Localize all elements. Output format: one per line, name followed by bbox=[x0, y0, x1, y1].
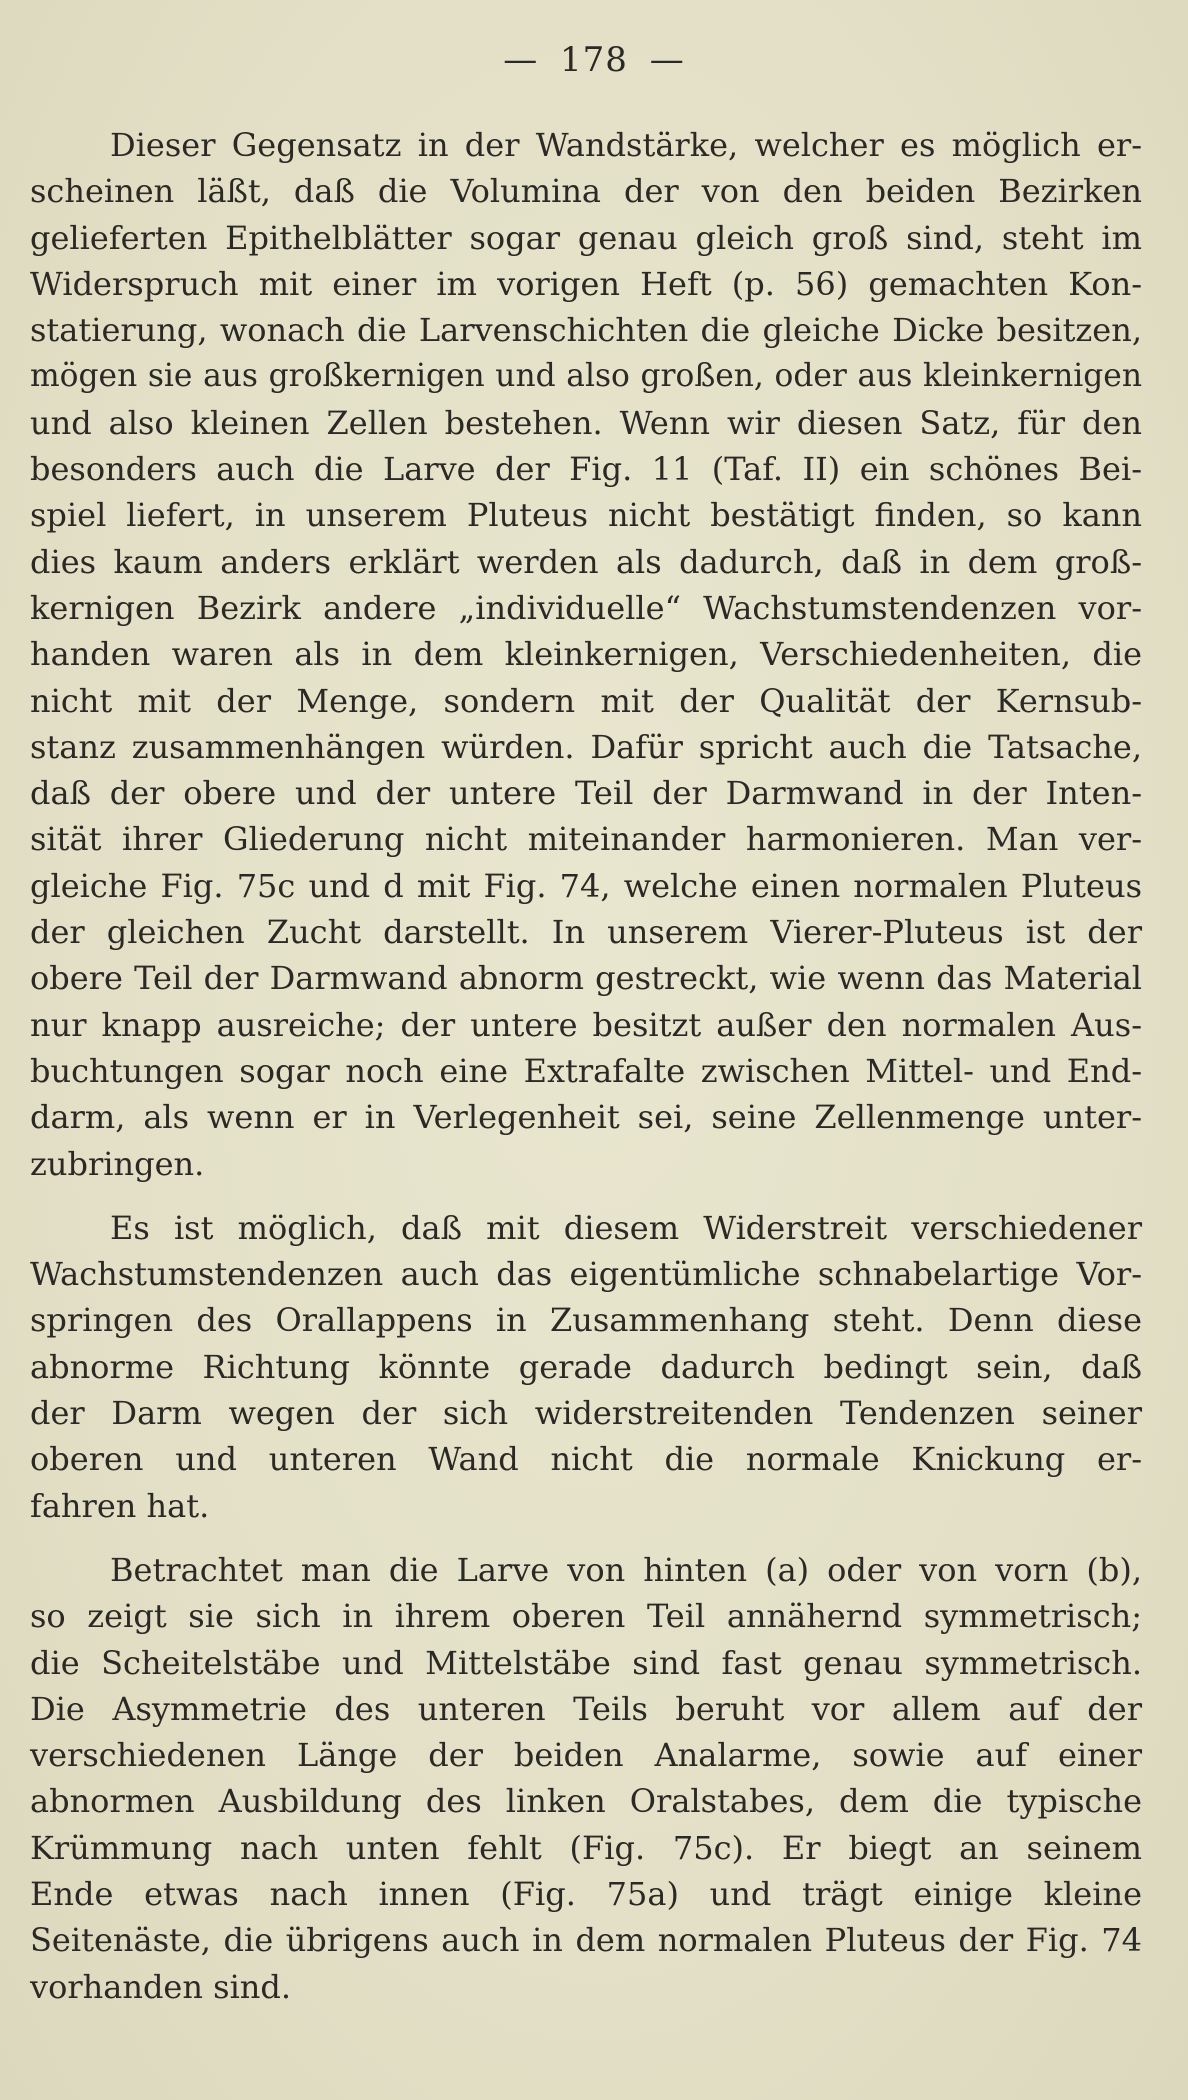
text-line: nicht mit der Menge, sondern mit der Qualität der Kernsub- bbox=[30, 681, 1142, 720]
body-text bbox=[30, 122, 1142, 2010]
text-line: springen des Orallappens in Zusammenhang steht. Denn diese bbox=[30, 1301, 1142, 1340]
text-line: obere Teil der Darmwand abnorm gestreckt, wie wenn das Material bbox=[30, 959, 1142, 998]
text-line: handen waren als in dem kleinkernigen, Verschiedenheiten, die bbox=[30, 635, 1142, 674]
paragraph-gap bbox=[30, 1529, 1142, 1547]
text-line: nur knapp ausreiche; der untere besitzt außer den normalen Aus- bbox=[30, 1005, 1142, 1044]
paragraph-1 bbox=[30, 122, 1142, 1187]
text-line: vorhanden sind. bbox=[30, 1967, 292, 2006]
text-line: verschiedenen Länge der beiden Analarme, sowie auf einer bbox=[30, 1736, 1142, 1775]
text-line: abnorme Richtung könnte gerade dadurch bedingt sein, daß bbox=[30, 1347, 1142, 1386]
text-line: dies kaum anders erklärt werden als dadurch, daß in dem groß- bbox=[30, 542, 1142, 581]
text-line: Dieser Gegensatz in der Wandstärke, welcher es möglich er- bbox=[110, 126, 1142, 164]
text-line: statierung, wonach die Larvenschichten die gleiche Dicke besitzen, bbox=[30, 311, 1142, 350]
text-line: Wachstumstendenzen auch das eigentümliche schnabelartige Vor- bbox=[30, 1255, 1142, 1294]
text-line: Widerspruch mit einer im vorigen Heft (p. 56) gemachten Kon- bbox=[30, 264, 1142, 303]
text-line: Betrachtet man die Larve von hinten (a) oder von vorn (b), bbox=[110, 1550, 1142, 1589]
text-line: gelieferten Epithelblätter sogar genau gleich groß sind, steht im bbox=[30, 218, 1142, 257]
text-line: Ende etwas nach innen (Fig. 75a) und trägt einige kleine bbox=[30, 1874, 1142, 1913]
text-line: Krümmung nach unten fehlt (Fig. 75c). Er biegt an seinem bbox=[30, 1828, 1142, 1867]
text-line: so zeigt sie sich in ihrem oberen Teil annähernd symmetrisch; bbox=[30, 1597, 1142, 1636]
text-line: oberen und unteren Wand nicht die normale Knickung er- bbox=[30, 1440, 1142, 1479]
text-line: Seitenäste, die übrigens auch in dem normalen Pluteus der Fig. 74 bbox=[30, 1921, 1142, 1960]
text-line: buchtungen sogar noch eine Extrafalte zwischen Mittel- und End- bbox=[30, 1051, 1142, 1090]
text-line: der gleichen Zucht darstellt. In unserem Vierer-Pluteus ist der bbox=[30, 913, 1142, 952]
paragraph-2 bbox=[30, 1205, 1142, 1529]
text-line: darm, als wenn er in Verlegenheit sei, seine Zellenmenge unter- bbox=[30, 1098, 1142, 1137]
paragraph-gap bbox=[30, 1187, 1142, 1205]
text-line: besonders auch die Larve der Fig. 11 (Taf. II) ein schönes Bei- bbox=[30, 450, 1142, 489]
text-line: fahren hat. bbox=[30, 1486, 210, 1525]
text-line: zubringen. bbox=[30, 1144, 205, 1183]
text-line: scheinen läßt, daß die Volumina der von den beiden Bezirken bbox=[30, 172, 1142, 211]
text-line: mögen sie aus großkernigen und also großen, oder aus kleinkernigen bbox=[30, 358, 1142, 395]
paragraph-3 bbox=[30, 1547, 1142, 2010]
text-line: Es ist möglich, daß mit diesem Widerstreit verschiedener bbox=[110, 1208, 1142, 1247]
text-line: sität ihrer Gliederung nicht miteinander harmonieren. Man ver- bbox=[30, 820, 1142, 859]
text-line: die Scheitelstäbe und Mittelstäbe sind fast genau symmetrisch. bbox=[30, 1643, 1142, 1682]
text-line: abnormen Ausbildung des linken Oralstabes, dem die typische bbox=[30, 1782, 1142, 1821]
page-number: — 178 — bbox=[503, 40, 685, 80]
text-line: kernigen Bezirk andere „individuelle“ Wachstumstendenzen vor- bbox=[30, 588, 1142, 627]
text-line: der Darm wegen der sich widerstreitenden Tendenzen seiner bbox=[30, 1394, 1142, 1433]
text-line: Die Asymmetrie des unteren Teils beruht vor allem auf der bbox=[30, 1689, 1142, 1728]
text-line: stanz zusammenhängen würden. Dafür spricht auch die Tatsache, bbox=[30, 727, 1142, 766]
text-line: gleiche Fig. 75c und d mit Fig. 74, welche einen normalen Pluteus bbox=[30, 866, 1142, 905]
text-line: daß der obere und der untere Teil der Darmwand in der Inten- bbox=[30, 774, 1142, 813]
text-line: spiel liefert, in unserem Pluteus nicht bestätigt finden, so kann bbox=[30, 496, 1142, 535]
text-line: und also kleinen Zellen bestehen. Wenn wir diesen Satz, für den bbox=[30, 403, 1142, 442]
